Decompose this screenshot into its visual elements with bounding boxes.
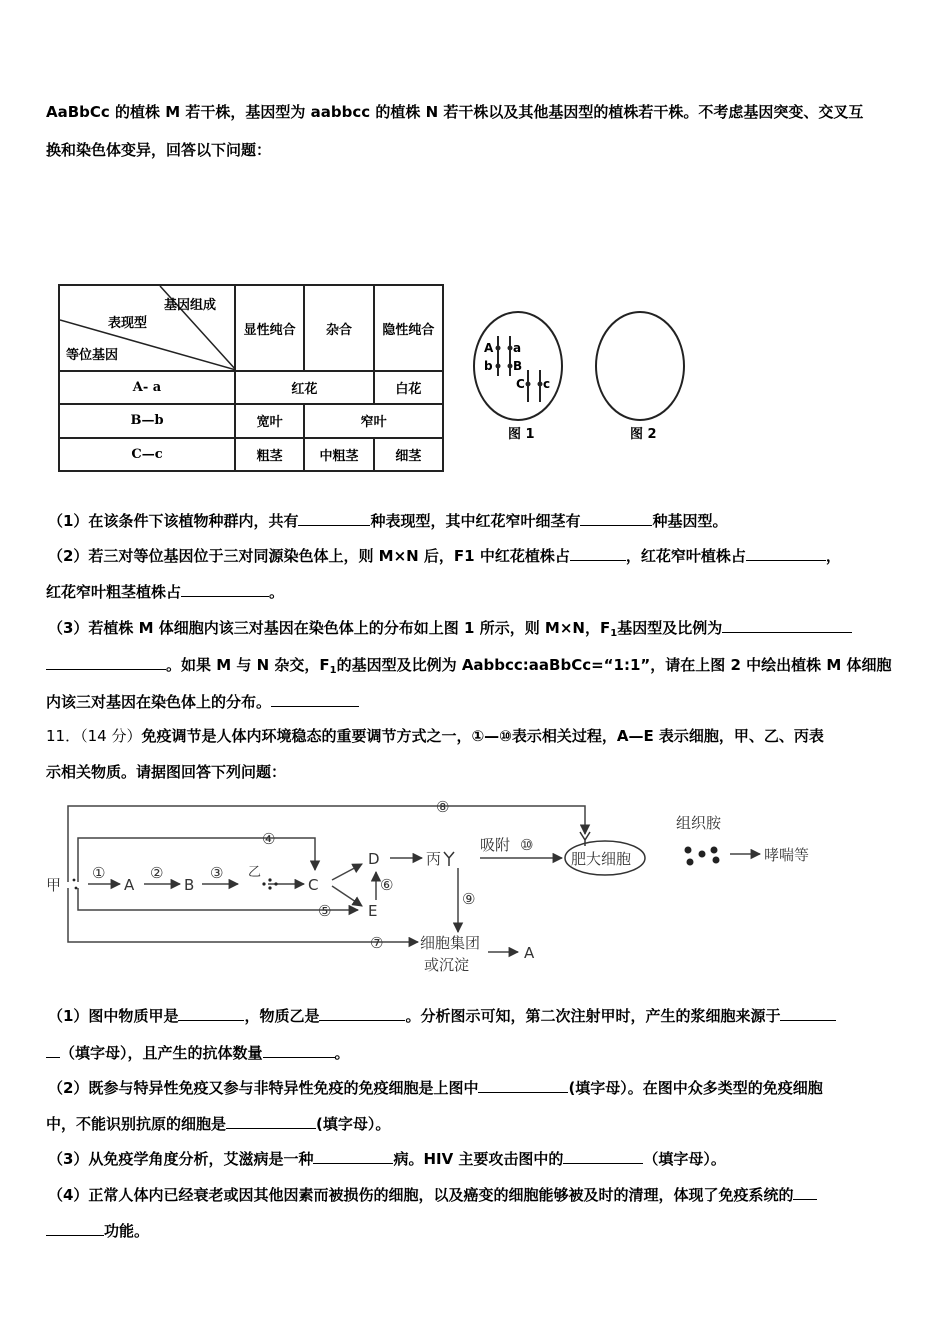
row-allele-c: C—c: [59, 438, 235, 471]
q11-stem-1: 11．（14 分）免疫调节是人体内环境稳态的重要调节方式之一，①—⑩表示相关过程，A—E 表示细胞，甲、乙、丙表: [46, 727, 824, 745]
label-histamine: 组织胺: [676, 814, 722, 832]
q11-part1: （1）图中物质甲是 ，物质乙是 。分析图示可知，第二次注射甲时，产生的浆细胞来源于: [48, 1004, 910, 1026]
figure-1-caption: 图 1: [508, 427, 535, 442]
q11-stem-2: 示相关物质。请据图回答下列问题：: [46, 763, 287, 781]
q10-part3-cont2: 内该三对基因在染色体上的分布。: [46, 690, 908, 712]
row-b-wide: 宽叶: [235, 404, 304, 437]
q10-part3-cont: 。如果 M 与 N 杂交，$F_1$的基因型及比例为 Aabbcc:aaBbCc=“1:1”，请在上图 2 中绘出植株 M 体细胞: [46, 653, 908, 681]
figure-2-caption: 图 2: [630, 427, 657, 442]
figure-2: [592, 310, 692, 445]
q11-part3: （3）从免疫学角度分析，艾滋病是一种 病。HIV 主要攻击图中的 （填字母）。: [48, 1147, 910, 1169]
intro-line-2: 换和染色体变异，回答以下问题：: [46, 141, 272, 159]
corner-top-label: 基因组成: [164, 298, 217, 313]
gene-label-B: B: [513, 359, 523, 373]
label-asthma: 哮喘等: [764, 846, 810, 864]
q11-part1-cont: （填字母），且产生的抗体数量 。: [46, 1041, 908, 1063]
label-cluster-1: 细胞集团: [420, 934, 481, 952]
corner-bottom-label: 等位基因: [66, 348, 119, 363]
step-3: ③: [210, 864, 224, 882]
gene-label-A: A: [484, 341, 494, 355]
immune-diagram: [40, 792, 840, 982]
label-cluster-2: 或沉淀: [424, 956, 470, 974]
step-6: ⑥: [380, 876, 394, 894]
col-recessive: 隐性纯合: [374, 285, 443, 371]
row-b-narrow: 窄叶: [304, 404, 443, 437]
label-D: D: [368, 850, 380, 868]
step-2: ②: [150, 864, 164, 882]
label-A: A: [124, 876, 135, 894]
step-5: ⑤: [318, 902, 332, 920]
q11-part4: （4）正常人体内已经衰老或因其他因素而被损伤的细胞，以及癌变的细胞能够被及时的清理，体现了免疫系统的: [48, 1183, 910, 1205]
intro-line-1: AaBbCc 的植株 M 若干株，基因型为 aabbcc 的植株 N 若干株以及其他基因型的植株若干株。不考虑基因突变、交叉互: [46, 103, 864, 121]
q10-part1: （1）在该条件下该植物种群内，共有 种表现型，其中红花窄叶细茎有 种基因型。: [48, 509, 910, 531]
gene-table: [58, 284, 444, 472]
gene-label-a: a: [513, 341, 522, 355]
table-corner-cell: [59, 285, 235, 371]
q11-part2-cont: 中，不能识别抗原的细胞是 (填字母）。: [46, 1112, 908, 1134]
step-9: ⑨: [462, 890, 476, 908]
q11-part2: （2）既参与特异性免疫又参与非特异性免疫的免疫细胞是上图中 (填字母）。在图中众多类型的免疫细胞: [48, 1076, 910, 1098]
label-adsorb: 吸附: [480, 836, 511, 854]
step-10: ⑩: [520, 836, 534, 854]
col-hetero: 杂合: [304, 285, 373, 371]
q10-part3: （3）若植株 M 体细胞内该三对基因在染色体上的分布如上图 1 所示，则 M×N，$F_1$基因型及比例为: [48, 616, 910, 644]
figure-1: [470, 310, 570, 445]
gene-label-c: c: [543, 377, 551, 391]
step-8: ⑧: [436, 798, 450, 816]
label-yi: 乙: [248, 865, 262, 880]
q10-part2-cont: 红花窄叶粗茎植株占 。: [46, 580, 908, 602]
step-7: ⑦: [370, 934, 384, 952]
label-C: C: [308, 876, 319, 894]
antibody-icon: [444, 852, 454, 866]
label-E: E: [368, 902, 378, 920]
label-bing: 丙: [426, 850, 442, 868]
gene-label-C: C: [516, 377, 525, 391]
row-allele-a: A- a: [59, 371, 235, 404]
row-a-red: 红花: [235, 371, 374, 404]
corner-mid-label: 表现型: [108, 316, 148, 331]
gene-label-b: b: [484, 359, 493, 373]
col-dominant: 显性纯合: [235, 285, 304, 371]
label-B: B: [184, 876, 195, 894]
step-4: ④: [262, 830, 276, 848]
row-c-medium: 中粗茎: [304, 438, 373, 471]
row-c-thin: 细茎: [374, 438, 443, 471]
row-c-thick: 粗茎: [235, 438, 304, 471]
cell-outline-2: [596, 312, 684, 420]
q10-part2: （2）若三对等位基因位于三对同源染色体上，则 M×N 后，F1 中红花植株占 ，红花窄叶植株占 ，: [48, 544, 910, 566]
row-a-white: 白花: [374, 371, 443, 404]
step-1: ①: [92, 864, 106, 882]
row-allele-b: B—b: [59, 404, 235, 437]
label-mast-cell: 肥大细胞: [571, 850, 632, 868]
q11-part4-cont: 功能。: [46, 1219, 908, 1241]
label-jia: 甲: [46, 876, 62, 894]
label-A-end: A: [524, 944, 535, 962]
